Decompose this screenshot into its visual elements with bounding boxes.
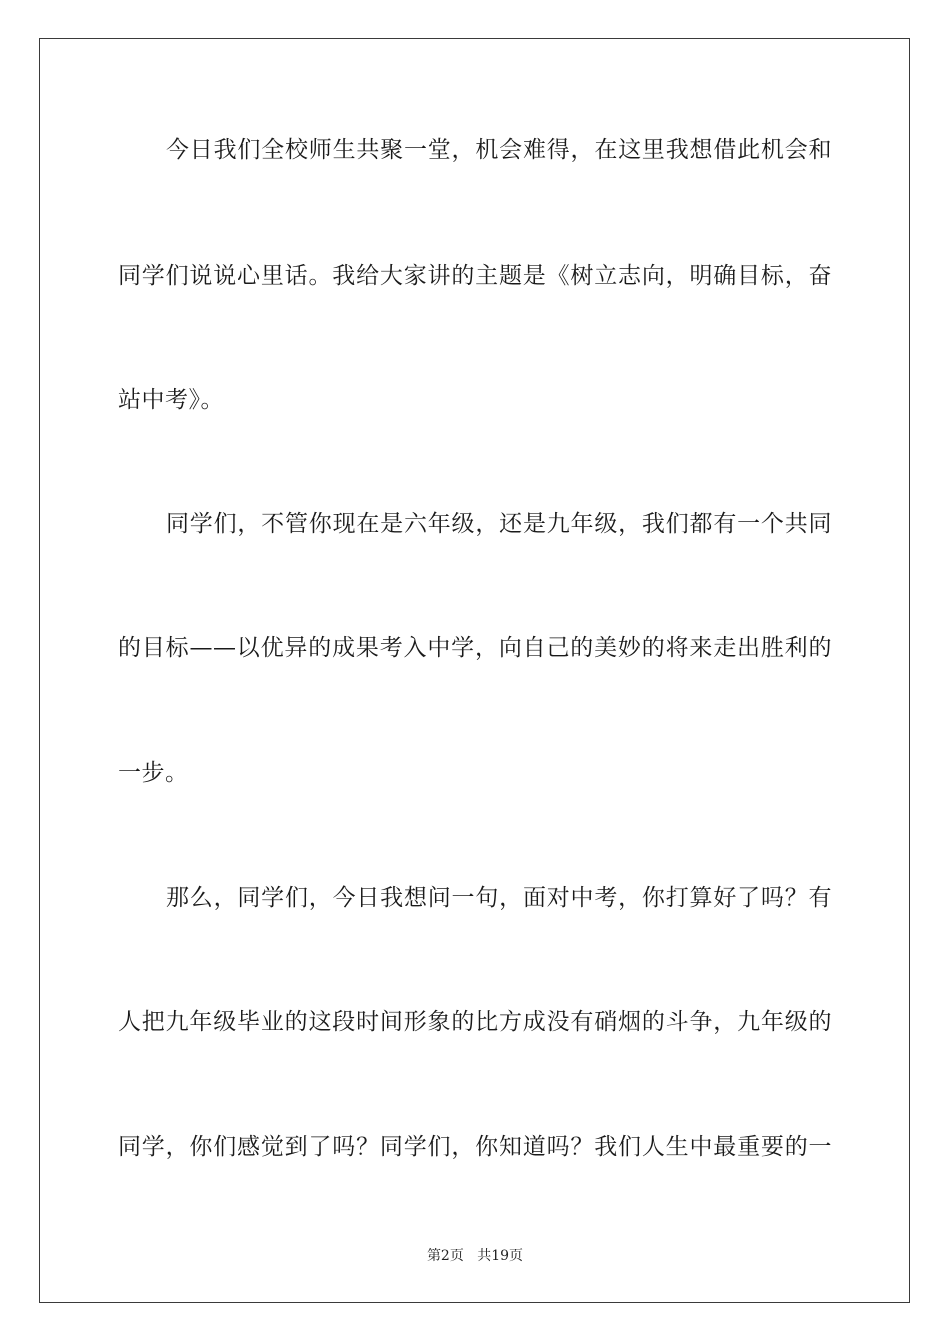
paragraph-3-line-3: 同学，你们感觉到了吗？同学们，你知道吗？我们人生中最重要的一	[118, 1134, 832, 1160]
paragraph-1-line-2: 同学们说说心里话。我给大家讲的主题是《树立志向，明确目标，奋	[118, 263, 832, 289]
paragraph-3-line-2: 人把九年级毕业的这段时间形象的比方成没有硝烟的斗争，九年级的	[118, 1009, 832, 1035]
paragraph-1-line-3: 站中考》。	[118, 387, 224, 413]
paragraph-1-line-1: 今日我们全校师生共聚一堂，机会难得，在这里我想借此机会和	[166, 137, 832, 163]
page-footer	[0, 1247, 950, 1265]
page-number: 第2页	[426, 1248, 464, 1264]
paragraph-2-line-2: 的目标——以优异的成果考入中学，向自己的美妙的将来走出胜利的	[118, 635, 832, 661]
paragraph-2-line-1: 同学们，不管你现在是六年级，还是九年级，我们都有一个共同	[166, 511, 832, 537]
page-total: 共19页	[477, 1248, 524, 1264]
paragraph-3-line-1: 那么，同学们，今日我想问一句，面对中考，你打算好了吗？有	[166, 885, 832, 911]
paragraph-2-line-3: 一步。	[118, 760, 189, 786]
page-border	[39, 38, 910, 1303]
